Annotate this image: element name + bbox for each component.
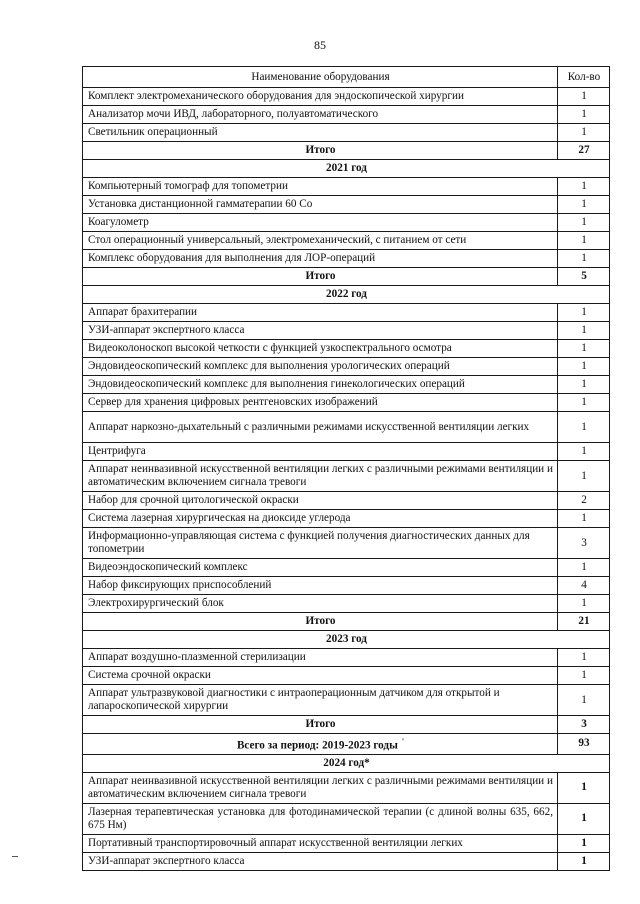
equipment-name: Комплекс оборудования для выполнения для ЛОР-операций (83, 250, 558, 268)
subtotal-qty: 21 (558, 613, 610, 631)
equipment-qty: 2 (558, 492, 610, 510)
table-row (83, 667, 610, 685)
equipment-name: Компьютерный томограф для топометрии (83, 178, 558, 196)
subtotal-qty: 27 (558, 142, 610, 160)
table-row (83, 461, 610, 492)
equipment-name: Аппарат ультразвуковой диагностики с интраоперационным датчиком для открытой и лапароскопической хирургии (83, 685, 558, 716)
equipment-qty: 1 (558, 461, 610, 492)
table-row (83, 178, 610, 196)
equipment-name: УЗИ-аппарат экспертного класса (83, 852, 558, 870)
equipment-qty: 1 (558, 649, 610, 667)
column-header-name: Наименование оборудования (83, 67, 558, 88)
table-row (83, 340, 610, 358)
table-row (83, 304, 610, 322)
table-row (83, 88, 610, 106)
table-row (83, 559, 610, 577)
equipment-name: Аппарат брахитерапии (83, 304, 558, 322)
table-row (83, 232, 610, 250)
year-row (83, 754, 610, 772)
equipment-qty: 1 (558, 852, 610, 870)
equipment-name: Видеоколоноскоп высокой четкости с функцией узкоспектрального осмотра (83, 340, 558, 358)
equipment-name: Светильник операционный (83, 124, 558, 142)
grand-total-row (83, 734, 610, 755)
equipment-name: Стол операционный универсальный, электромеханический, с питанием от сети (83, 232, 558, 250)
equipment-name: Эндовидеоскопический комплекс для выполнения урологических операций (83, 358, 558, 376)
equipment-name: Набор фиксирующих приспособлений (83, 577, 558, 595)
grand-total-mark: ' (401, 737, 405, 746)
equipment-qty: 1 (558, 304, 610, 322)
subtotal-label: Итого (83, 716, 558, 734)
subtotal-qty: 5 (558, 268, 610, 286)
table-row (83, 443, 610, 461)
table-row (83, 492, 610, 510)
table-row (83, 685, 610, 716)
equipment-name: Набор для срочной цитологической окраски (83, 492, 558, 510)
equipment-qty: 1 (558, 88, 610, 106)
year-heading: 2023 год (83, 631, 610, 649)
table-row (83, 803, 610, 834)
subtotal-label: Итого (83, 268, 558, 286)
equipment-qty: 1 (558, 685, 610, 716)
equipment-qty: 1 (558, 834, 610, 852)
equipment-name: Информационно-управляющая система с функцией получения диагностических данных для топометрии (83, 528, 558, 559)
equipment-qty: 1 (558, 595, 610, 613)
table-row (83, 196, 610, 214)
equipment-name: Система лазерная хирургическая на диоксиде углерода (83, 510, 558, 528)
table-header-row (83, 67, 610, 88)
equipment-qty: 1 (558, 340, 610, 358)
subtotal-label: Итого (83, 613, 558, 631)
equipment-qty: 1 (558, 772, 610, 803)
equipment-qty: 1 (558, 232, 610, 250)
equipment-qty: 1 (558, 394, 610, 412)
equipment-qty: 1 (558, 106, 610, 124)
equipment-name: Аппарат неинвазивной искусственной вентиляции легких с различными режимами вентиляции и автоматическим включением сигнала тревоги (83, 461, 558, 492)
subtotal-row (83, 716, 610, 734)
table-row (83, 358, 610, 376)
equipment-name: Лазерная терапевтическая установка для фотодинамической терапии (с длиной волны 635, 662, 675 Нм) (83, 803, 558, 834)
table-row (83, 510, 610, 528)
equipment-qty: 1 (558, 214, 610, 232)
subtotal-label: Итого (83, 142, 558, 160)
equipment-name: Видеоэндоскопический комплекс (83, 559, 558, 577)
equipment-qty: 1 (558, 250, 610, 268)
equipment-name: Эндовидеоскопический комплекс для выполнения гинекологических операций (83, 376, 558, 394)
subtotal-row (83, 268, 610, 286)
margin-mark (12, 856, 18, 857)
table-row (83, 106, 610, 124)
table-row (83, 772, 610, 803)
equipment-name: УЗИ-аппарат экспертного класса (83, 322, 558, 340)
equipment-name: Электрохирургический блок (83, 595, 558, 613)
subtotal-qty: 3 (558, 716, 610, 734)
table-row (83, 214, 610, 232)
equipment-qty: 1 (558, 178, 610, 196)
table-row (83, 595, 610, 613)
table-row (83, 124, 610, 142)
table-row (83, 834, 610, 852)
equipment-qty: 1 (558, 803, 610, 834)
equipment-qty: 1 (558, 322, 610, 340)
equipment-qty: 3 (558, 528, 610, 559)
year-row (83, 631, 610, 649)
year-heading: 2021 год (83, 160, 610, 178)
table-row (83, 412, 610, 443)
equipment-name: Коагулометр (83, 214, 558, 232)
table-row (83, 528, 610, 559)
table-row (83, 376, 610, 394)
grand-total-text: Всего за период: 2019-2023 годы (236, 739, 398, 752)
equipment-name: Аппарат неинвазивной искусственной вентиляции легких с различными режимами вентиляции и автоматическим включением сигнала тревоги (83, 772, 558, 803)
equipment-name: Портативный транспортировочный аппарат искусственной вентиляции легких (83, 834, 558, 852)
equipment-qty: 1 (558, 196, 610, 214)
year-heading: 2022 год (83, 286, 610, 304)
equipment-name: Комплект электромеханического оборудования для эндоскопической хирургии (83, 88, 558, 106)
equipment-qty: 1 (558, 412, 610, 443)
equipment-qty: 1 (558, 510, 610, 528)
equipment-qty: 1 (558, 443, 610, 461)
year-heading: 2024 год* (83, 754, 610, 772)
year-row (83, 160, 610, 178)
subtotal-row (83, 613, 610, 631)
equipment-qty: 1 (558, 667, 610, 685)
equipment-name: Анализатор мочи ИВД, лабораторного, полуавтоматического (83, 106, 558, 124)
equipment-qty: 1 (558, 376, 610, 394)
table-row (83, 322, 610, 340)
equipment-name: Система срочной окраски (83, 667, 558, 685)
table-row (83, 577, 610, 595)
equipment-name: Аппарат воздушно-плазменной стерилизации (83, 649, 558, 667)
equipment-name: Установка дистанционной гамматерапии 60 Со (83, 196, 558, 214)
equipment-name: Центрифуга (83, 443, 558, 461)
table-row (83, 649, 610, 667)
equipment-qty: 4 (558, 577, 610, 595)
grand-total-label (83, 734, 558, 755)
page-number: 85 (314, 38, 326, 52)
equipment-name: Сервер для хранения цифровых рентгеновских изображений (83, 394, 558, 412)
equipment-table (82, 66, 610, 871)
equipment-name: Аппарат наркозно-дыхательный с различными режимами искусственной вентиляции легких (83, 412, 558, 443)
equipment-qty: 1 (558, 124, 610, 142)
year-row (83, 286, 610, 304)
subtotal-row (83, 142, 610, 160)
grand-total-qty: 93 (558, 734, 610, 755)
column-header-qty: Кол-во (558, 67, 610, 88)
table-row (83, 394, 610, 412)
table-row (83, 250, 610, 268)
table-row (83, 852, 610, 870)
equipment-qty: 1 (558, 358, 610, 376)
equipment-qty: 1 (558, 559, 610, 577)
